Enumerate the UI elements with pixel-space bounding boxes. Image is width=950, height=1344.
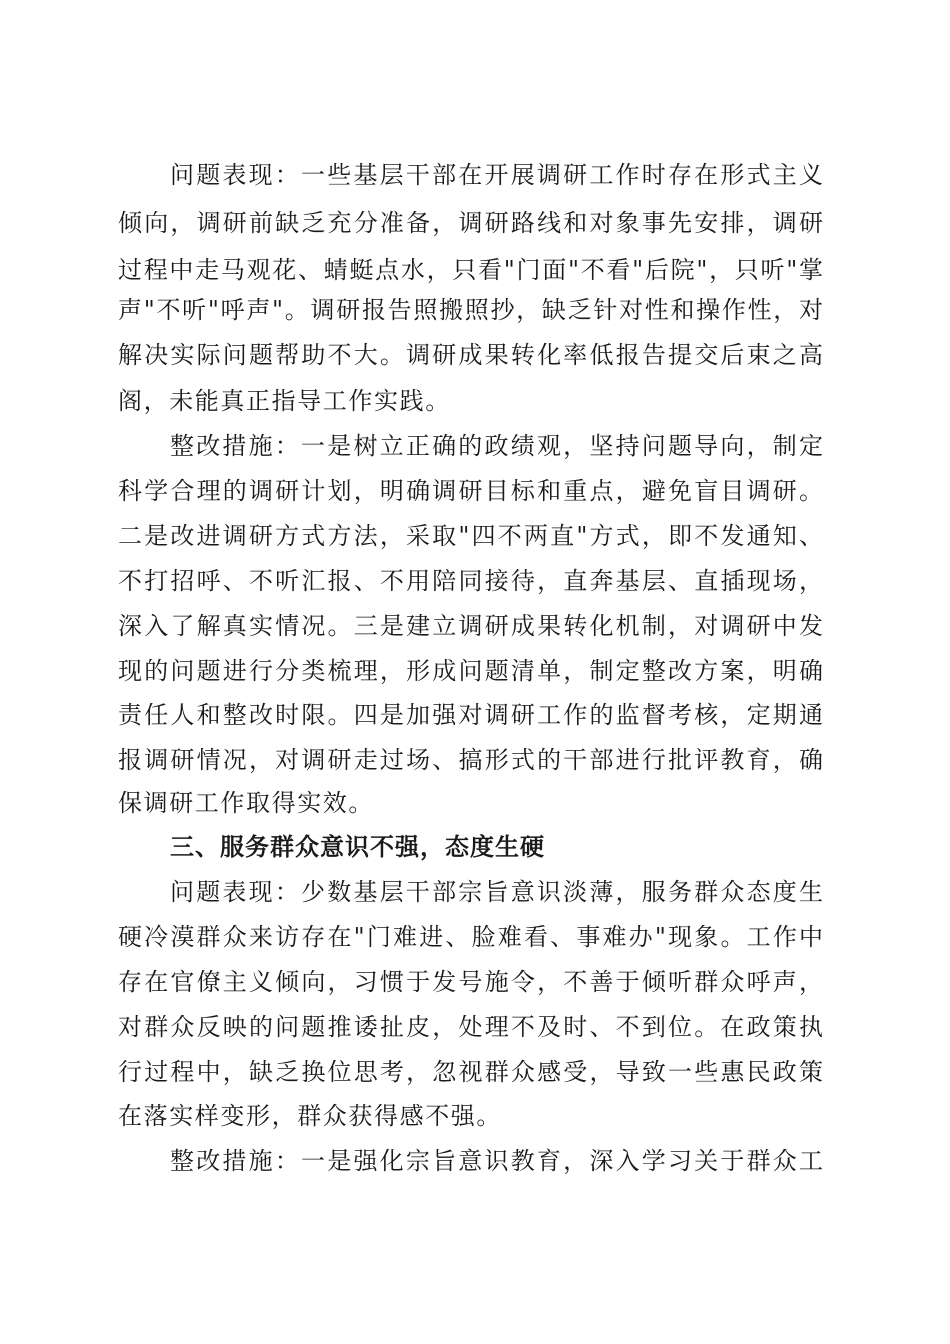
paragraph-problem-1-line: 声"不听"呼声"。调研报告照搬照抄，缺乏针对性和操作性，对 <box>118 296 823 324</box>
paragraph-measures-2-line: 整改措施：一是强化宗旨意识教育，深入学习关于群众工 <box>170 1147 823 1175</box>
section-heading: 三、服务群众意识不强，态度生硬 <box>170 833 545 861</box>
paragraph-measures-1-line: 现的问题进行分类梳理，形成问题清单，制定整改方案，明确 <box>118 657 823 685</box>
paragraph-measures-1-line: 保调研工作取得实效。 <box>118 789 374 817</box>
paragraph-measures-1-line: 整改措施：一是树立正确的政绩观，坚持问题导向，制定 <box>170 432 823 460</box>
paragraph-problem-2-line: 在落实样变形，群众获得感不强。 <box>118 1102 502 1130</box>
paragraph-problem-2-line: 硬冷漠群众来访存在"门难进、脸难看、事难办"现象。工作中 <box>118 923 823 951</box>
paragraph-problem-2-line: 对群众反映的问题推诿扯皮，处理不及时、不到位。在政策执 <box>118 1013 823 1041</box>
paragraph-measures-1-line: 深入了解真实情况。三是建立调研成果转化机制，对调研中发 <box>118 612 823 640</box>
paragraph-problem-2-line: 问题表现：少数基层干部宗旨意识淡薄，服务群众态度生 <box>170 878 823 906</box>
paragraph-problem-2-line: 存在官僚主义倾向，习惯于发号施令，不善于倾听群众呼声， <box>118 968 823 996</box>
paragraph-measures-1-line: 二是改进调研方式方法，采取"四不两直"方式，即不发通知、 <box>118 522 823 550</box>
paragraph-problem-1-line: 过程中走马观花、蜻蜓点水，只看"门面"不看"后院"，只听"掌 <box>118 256 823 284</box>
paragraph-measures-1-line: 不打招呼、不听汇报、不用陪同接待，直奔基层、直插现场， <box>118 567 823 595</box>
paragraph-problem-1-line: 解决实际问题帮助不大。调研成果转化率低报告提交后束之高 <box>118 341 823 369</box>
paragraph-problem-1-line: 倾向，调研前缺乏充分准备，调研路线和对象事先安排，调研 <box>118 209 823 237</box>
paragraph-problem-1-line: 问题表现：一些基层干部在开展调研工作时存在形式主义 <box>170 161 823 189</box>
paragraph-measures-1-line: 报调研情况，对调研走过场、搞形式的干部进行批评教育，确 <box>118 746 823 774</box>
paragraph-problem-1-line: 阁，未能真正指导工作实践。 <box>118 387 451 415</box>
paragraph-problem-2-line: 行过程中，缺乏换位思考，忽视群众感受，导致一些惠民政策 <box>118 1058 823 1086</box>
paragraph-measures-1-line: 科学合理的调研计划，明确调研目标和重点，避免盲目调研。 <box>118 477 823 505</box>
paragraph-measures-1-line: 责任人和整改时限。四是加强对调研工作的监督考核，定期通 <box>118 701 823 729</box>
